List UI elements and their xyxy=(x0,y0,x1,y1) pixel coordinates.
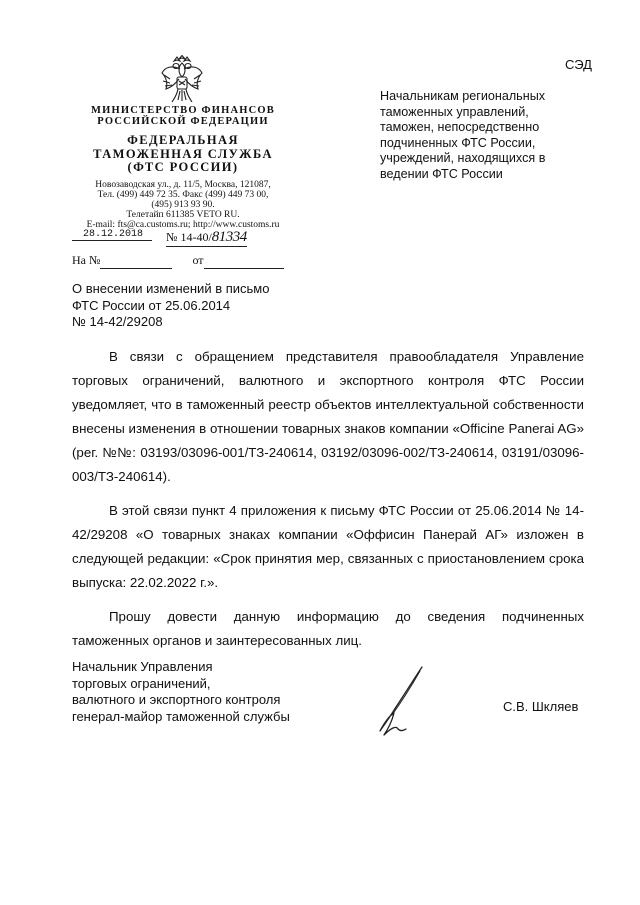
contact-line: Телетайп 611385 VETO RU. xyxy=(126,210,240,221)
sed-mark: СЭД xyxy=(565,57,592,72)
body-paragraph: Прошу довести данную информацию до сведения подчиненных таможенных органов и заинтересованных лиц. xyxy=(72,609,584,648)
subject-block xyxy=(72,281,269,331)
service-line: ТАМОЖЕННАЯ СЛУЖБА xyxy=(93,146,273,161)
position-line: торговых ограничений, xyxy=(72,675,211,691)
sender-contacts xyxy=(62,180,304,231)
registration-date-stamp: 28.12.2018 xyxy=(72,229,152,241)
service-line: ФЕДЕРАЛЬНАЯ xyxy=(127,133,239,147)
contact-line: (495) 913 93 90. xyxy=(151,199,215,210)
contact-line: E-mail: fts@ca.customs.ru; http://www.customs.ru xyxy=(86,220,280,231)
signatory-position xyxy=(72,659,290,725)
subject-line: О внесении изменений в письмо xyxy=(72,281,270,296)
service-line: (ФТС РОССИИ) xyxy=(127,160,239,174)
subject-line: № 14-42/29208 xyxy=(72,314,163,329)
position-line: Начальник Управления xyxy=(72,659,213,674)
position-line: валютного и экспортного контроля xyxy=(72,692,281,707)
reference-line xyxy=(72,253,284,269)
ministry-line: МИНИСТЕРСТВО ФИНАНСОВ xyxy=(91,105,275,116)
contact-line: Новозаводская ул., д. 11/5, Москва, 121087, xyxy=(95,179,271,190)
ref-label: На № xyxy=(72,253,101,267)
registration-number xyxy=(166,229,247,247)
signatory-name: С.В. Шкляев xyxy=(503,699,579,714)
recipient-block: Начальникам региональных таможенных управлений, таможен, непосредственно подчиненных ФТС России, учреждений, находящихся в ведении ФТС России xyxy=(380,89,546,181)
ministry-name xyxy=(62,105,304,127)
handwritten-signature xyxy=(370,665,430,740)
number-prefix: № 14-40/ xyxy=(166,230,212,244)
sender-header xyxy=(62,105,304,231)
body-paragraph: В связи с обращением представителя правообладателя Управление торговых ограничений, валютного и экспортного контроля ФТС России уведомляет, что в таможенный реестр объектов интеллектуальной собственности внесены изменения в отношении товарных знаков компании «Officine Panerai AG» (рег. №№: 03193/03096-001/ТЗ-240614, 03192/03096-002/ТЗ-240614, 03191/03096-003/ТЗ-240614). xyxy=(72,349,584,484)
subject-line: ФТС России от 25.06.2014 xyxy=(72,297,231,313)
from-label: от xyxy=(192,253,204,267)
service-name xyxy=(62,134,304,175)
letter-body xyxy=(72,345,584,663)
handwritten-number: 81334 xyxy=(211,229,247,245)
ref-blank xyxy=(100,253,172,269)
contact-line: Тел. (499) 449 72 35. Факс (499) 449 73 00, xyxy=(97,189,269,200)
from-blank xyxy=(204,253,284,269)
body-paragraph: В этой связи пункт 4 приложения к письму ФТС России от 25.06.2014 № 14-42/29208 «О товарных знаках компании «Оффисин Панерай АГ» изложен в следующей редакции: «Срок принятия мер, связанных с приостановлением срока выпуска: 22.02.2022 г.». xyxy=(72,503,584,590)
ministry-line: РОССИЙСКОЙ ФЕДЕРАЦИИ xyxy=(97,116,269,127)
coat-of-arms-emblem-icon xyxy=(160,55,204,105)
position-line: генерал-майор таможенной службы xyxy=(72,708,290,724)
